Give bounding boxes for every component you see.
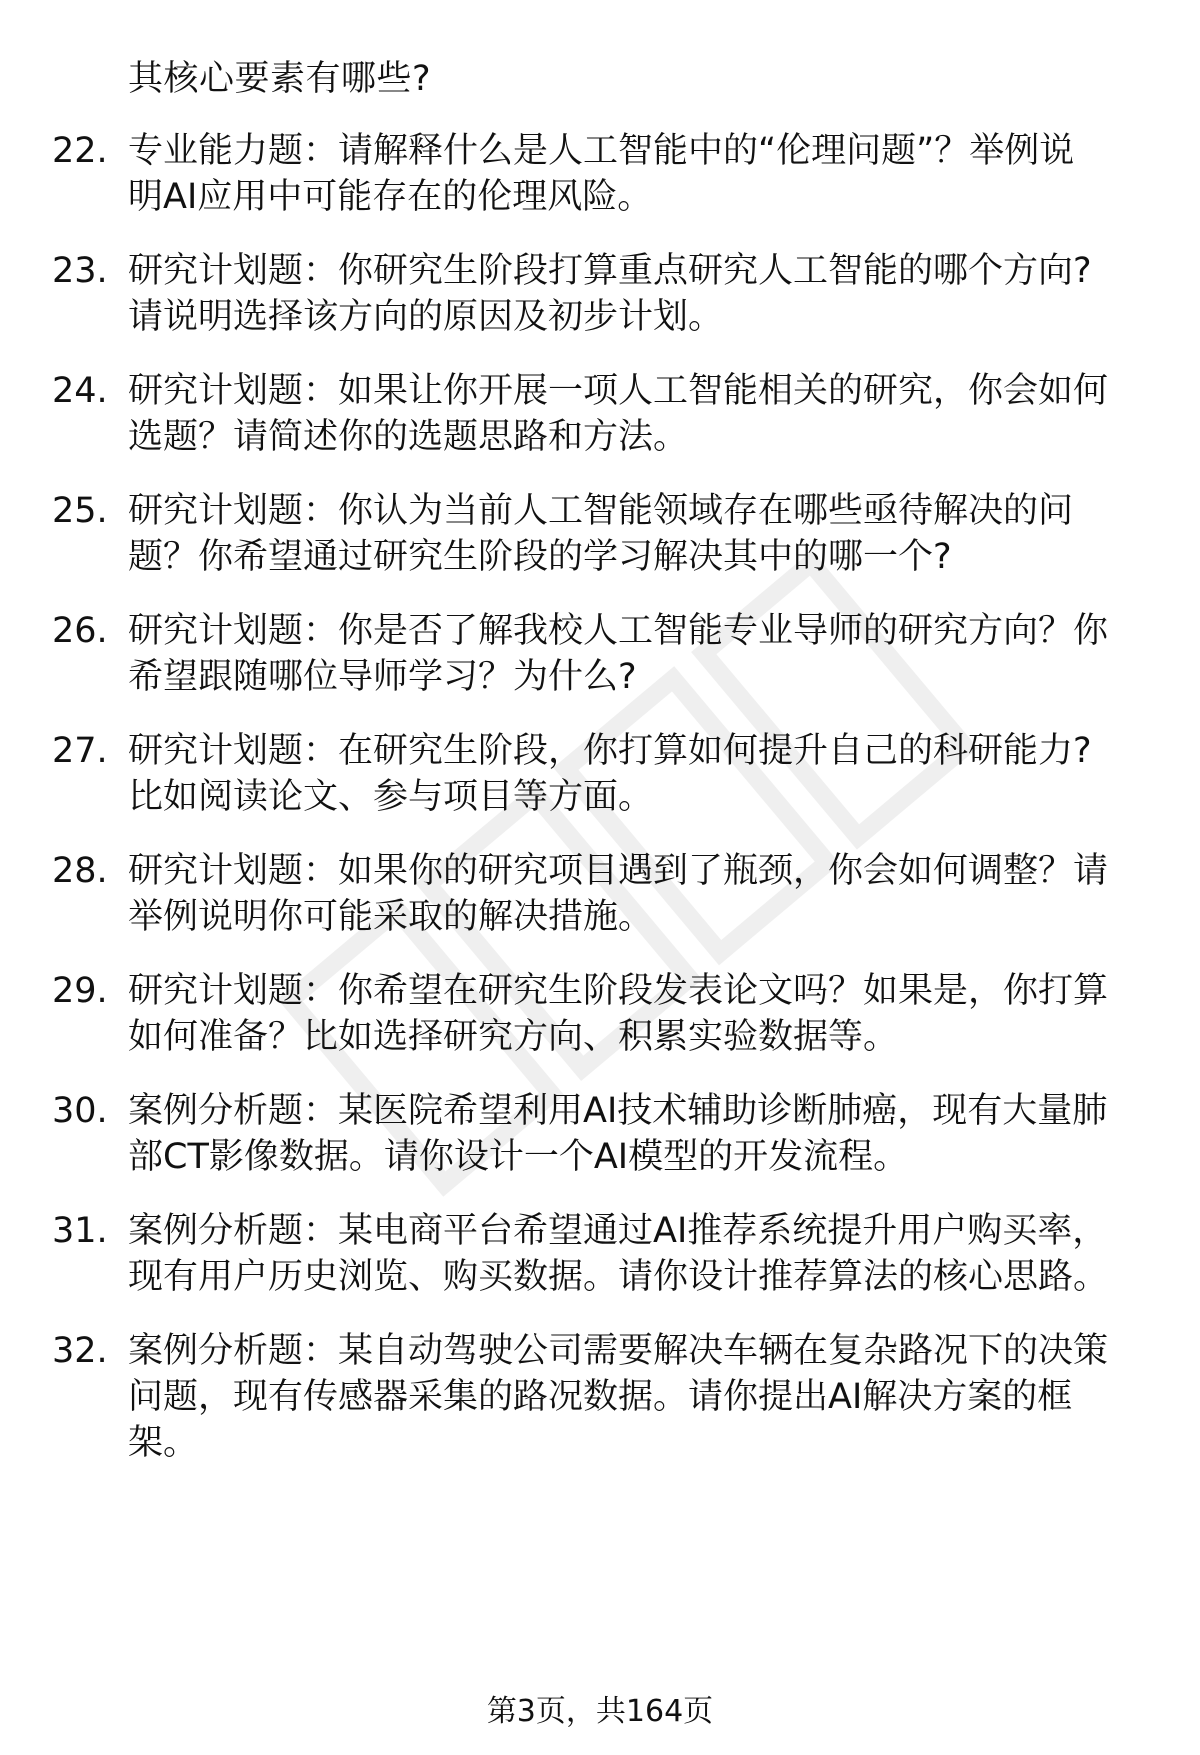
page-number-footer: 第3页，共164页 xyxy=(486,1694,714,1729)
question-item xyxy=(128,368,1138,460)
question-line: 明AI应用中可能存在的伦理风险。 xyxy=(128,177,653,217)
question-line: 希望跟随哪位导师学习？为什么? xyxy=(128,657,637,697)
question-line: 题？你希望通过研究生阶段的学习解决其中的哪一个? xyxy=(128,537,952,577)
question-line: 案例分析题：某医院希望利用AI技术辅助诊断肺癌，现有大量肺 xyxy=(128,1091,1108,1131)
question-item xyxy=(128,968,1138,1060)
question-line: 案例分析题：某电商平台希望通过AI推荐系统提升用户购买率， xyxy=(128,1211,1108,1251)
question-line: 研究计划题：如果让你开展一项人工智能相关的研究，你会如何 xyxy=(128,371,1109,411)
question-line: 请说明选择该方向的原因及初步计划。 xyxy=(128,297,724,337)
question-line: 研究计划题：你认为当前人工智能领域存在哪些亟待解决的问 xyxy=(128,491,1074,531)
item-number: 29. xyxy=(52,971,108,1011)
question-line: 研究计划题：如果你的研究项目遇到了瓶颈，你会如何调整？请 xyxy=(128,851,1109,891)
item-number: 28. xyxy=(52,851,108,891)
item-number: 32. xyxy=(52,1331,108,1371)
item-number: 23. xyxy=(52,251,108,291)
item-number: 31. xyxy=(52,1211,108,1251)
question-line: 举例说明你可能采取的解决措施。 xyxy=(128,897,654,937)
question-line: 如何准备？比如选择研究方向、积累实验数据等。 xyxy=(128,1017,899,1057)
question-line: 比如阅读论文、参与项目等方面。 xyxy=(128,777,654,817)
question-item xyxy=(128,728,1138,820)
question-line: 案例分析题：某自动驾驶公司需要解决车辆在复杂路况下的决策 xyxy=(128,1331,1109,1371)
question-item xyxy=(128,1208,1138,1300)
item-number: 26. xyxy=(52,611,108,651)
item-number: 25. xyxy=(52,491,108,531)
question-line: 研究计划题：你研究生阶段打算重点研究人工智能的哪个方向? xyxy=(128,251,1092,291)
question-line: 问题，现有传感器采集的路况数据。请你提出AI解决方案的框 xyxy=(128,1377,1073,1417)
question-item xyxy=(128,608,1138,700)
question-item xyxy=(128,1088,1138,1180)
question-line: 部CT影像数据。请你设计一个AI模型的开发流程。 xyxy=(128,1137,909,1177)
item-number: 24. xyxy=(52,371,108,411)
question-item xyxy=(128,848,1138,940)
question-item xyxy=(128,248,1138,340)
item-number: 30. xyxy=(52,1091,108,1131)
question-line: 研究计划题：在研究生阶段，你打算如何提升自己的科研能力? xyxy=(128,731,1092,771)
item-number: 22. xyxy=(52,131,108,171)
question-line: 研究计划题：你是否了解我校人工智能专业导师的研究方向？你 xyxy=(128,611,1109,651)
item-number: 27. xyxy=(52,731,108,771)
question-line: 专业能力题：请解释什么是人工智能中的“伦理问题”？举例说 xyxy=(128,131,1075,171)
question-line: 选题？请简述你的选题思路和方法。 xyxy=(128,417,689,457)
question-item xyxy=(128,488,1138,580)
question-item xyxy=(128,128,1138,220)
question-line: 架。 xyxy=(128,1423,199,1463)
question-line: 研究计划题：你希望在研究生阶段发表论文吗？如果是，你打算 xyxy=(128,971,1109,1011)
question-item xyxy=(128,1328,1138,1466)
question-line: 现有用户历史浏览、购买数据。请你设计推荐算法的核心思路。 xyxy=(128,1257,1109,1297)
continuation-text: 其核心要素有哪些? xyxy=(128,59,432,99)
